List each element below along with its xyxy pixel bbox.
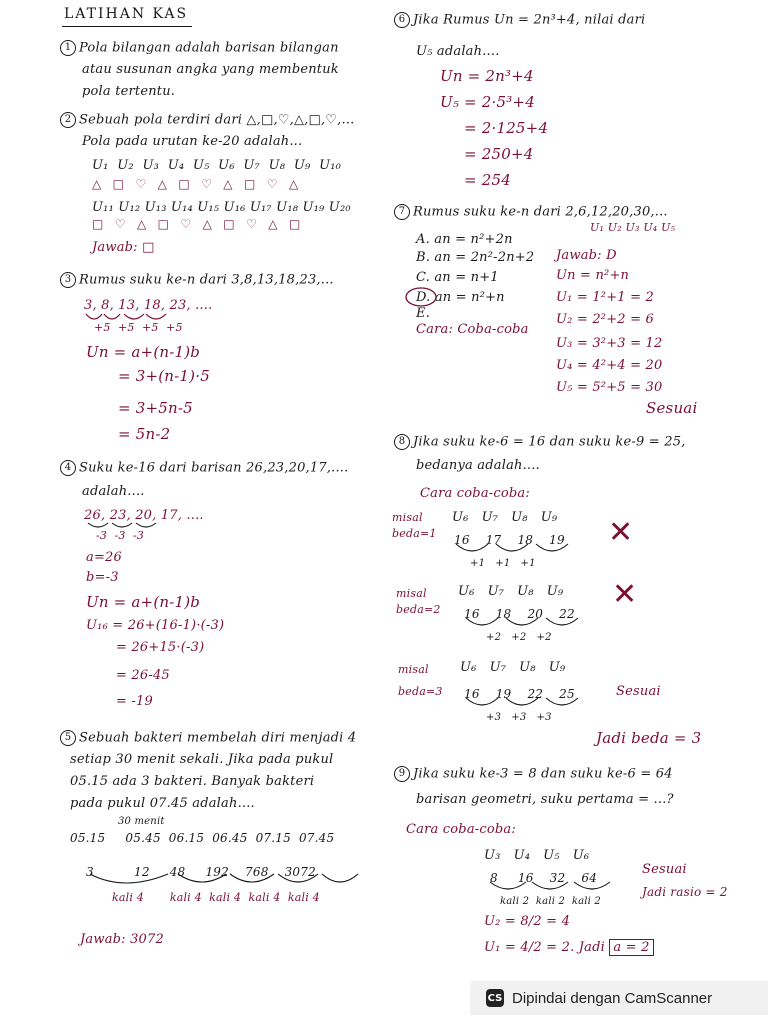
q6-line-2: U₅ adalah.... [416, 44, 500, 59]
q8-t3-label-1: misal [398, 663, 429, 676]
q7-check-5: U₄ = 4²+4 = 20 [556, 358, 663, 373]
q4-work-1: Un = a+(n-1)b [86, 593, 201, 611]
q7-check-2: U₁ = 1²+1 = 2 [556, 290, 654, 305]
q9-work-2: U₁ = 4/2 = 2. Jadi a = 2 [484, 940, 654, 956]
q7-number: 7 [394, 204, 410, 220]
q9-heads: U₃ U₄ U₅ U₆ [484, 848, 590, 863]
q1-line-2: atau susunan angka yang membentuk [82, 62, 339, 77]
q5-line-4: pada pukul 07.45 adalah.... [70, 796, 255, 811]
q2-answer: Jawab: □ [92, 240, 155, 255]
q8-t2-values: 16 18 20 22 [464, 607, 575, 621]
q5-counts: 3 12 48 192 768 3072 [86, 865, 316, 879]
q8-t3-label-2: beda=3 [398, 685, 443, 698]
q3-work-2: = 3+(n-1)·5 [118, 367, 210, 385]
q8-t2-diffs: +2 +2 +2 [486, 632, 552, 643]
q1-line-1: 1 Pola bilangan adalah barisan bilangan [60, 40, 339, 57]
q9-rasio: Jadi rasio = 2 [642, 885, 728, 899]
camscanner-watermark [470, 981, 768, 1015]
q7-answer-circle [404, 286, 438, 308]
title-underline [62, 26, 192, 27]
q5-line-1: 5 Sebuah bakteri membelah diri menjadi 4 [60, 730, 356, 747]
q2-row2-shapes: □ ♡ △ □ ♡ △ □ ♡ △ □ [92, 217, 301, 231]
q9-boxed-answer: a = 2 [609, 939, 653, 956]
q7-check-4: U₃ = 3²+3 = 12 [556, 336, 663, 351]
q3-diff-arcs [84, 312, 184, 324]
q4-a: a=26 [86, 550, 122, 565]
q3-work-3: = 3+5n-5 [118, 399, 193, 417]
q5-times: 05.15 05.45 06.15 06.45 07.15 07.45 [70, 831, 335, 845]
q8-answer: Jadi beda = 3 [596, 729, 702, 747]
q6-number: 6 [394, 12, 410, 28]
camscanner-logo-icon: CS [486, 989, 504, 1007]
q7-option-d: D. an = n²+n [416, 290, 505, 305]
q8-cara: Cara coba-coba: [420, 486, 530, 501]
q6-work-5: = 254 [464, 171, 511, 189]
q4-differences: -3 -3 -3 [96, 529, 145, 542]
q8-t1-label-2: beda=1 [392, 527, 437, 540]
q4-diff-arcs [86, 521, 166, 531]
q8-line-2: bedanya adalah.... [416, 458, 540, 473]
q9-number: 9 [394, 766, 410, 782]
q8-line-1: 8 Jika suku ke-6 = 16 dan suku ke-9 = 25, [394, 434, 686, 451]
q4-number: 4 [60, 460, 76, 476]
q2-row1-labels: U₁ U₂ U₃ U₄ U₅ U₆ U₇ U₈ U₉ U₁₀ [92, 158, 342, 173]
q9-arcs [486, 878, 646, 898]
q8-t1-label-1: misal [392, 511, 423, 524]
q9-cara: Cara coba-coba: [406, 822, 516, 837]
q9-multipliers: kali 2 kali 2 kali 2 [500, 896, 601, 907]
q4-line-1: 4 Suku ke-16 dari barisan 26,23,20,17,.... [60, 460, 348, 477]
q3-number: 3 [60, 272, 76, 288]
q8-t1-arcs [452, 540, 602, 560]
q2-row2-labels: U₁₁ U₁₂ U₁₃ U₁₄ U₁₅ U₁₆ U₁₇ U₁₈ U₁₉ U₂₀ [92, 200, 351, 215]
q4-line-2: adalah.... [82, 484, 145, 499]
q7-jawab: Jawab: D [556, 248, 617, 263]
q5-interval: 30 menit [118, 816, 165, 827]
q8-t2-arcs [462, 614, 612, 634]
q5-multipliers: kali 4 kali 4 kali 4 kali 4 kali 4 [112, 891, 320, 904]
q8-t1-diffs: +1 +1 +1 [470, 558, 536, 569]
q7-sesuai: Sesuai [646, 399, 698, 417]
q8-t1-values: 16 17 18 19 [454, 533, 565, 547]
q4-work-5: = -19 [116, 694, 153, 709]
q8-t2-label-2: beda=2 [396, 603, 441, 616]
q2-row1-shapes: △ □ ♡ △ □ ♡ △ □ ♡ △ [92, 177, 299, 191]
q8-t3-values: 16 19 22 25 [464, 687, 575, 701]
camscanner-label: Dipindai dengan CamScanner [512, 989, 713, 1007]
q8-t2-heads: U₆ U₇ U₈ U₉ [458, 584, 564, 599]
q9-work-1: U₂ = 8/2 = 4 [484, 914, 571, 929]
q4-work-2: U₁₆ = 26+(16-1)·(-3) [86, 618, 225, 633]
q1-number: 1 [60, 40, 76, 56]
q7-option-b: B. an = 2n²-2n+2 [416, 250, 535, 265]
q4-work-4: = 26-45 [116, 668, 170, 683]
q3-differences: +5 +5 +5 +5 [94, 321, 183, 334]
q4-work-3: = 26+15·(-3) [116, 640, 205, 655]
q7-check-3: U₂ = 2²+2 = 6 [556, 312, 654, 327]
q4-sequence: 26, 23, 20, 17, .... [84, 508, 204, 523]
q7-term-labels: U₁ U₂ U₃ U₄ U₅ [590, 221, 676, 234]
q6-work-4: = 250+4 [464, 145, 534, 163]
q7-cara: Cara: Coba-coba [416, 322, 529, 337]
q5-answer: Jawab: 3072 [80, 932, 164, 947]
q5-number: 5 [60, 730, 76, 746]
q8-t1-cross-mark: ✕ [608, 515, 634, 550]
q7-option-a: A. an = n²+2n [416, 232, 513, 247]
q6-work-2: U₅ = 2·5³+4 [440, 93, 535, 111]
q7-check-6: U₅ = 5²+5 = 30 [556, 380, 663, 395]
q8-t1-heads: U₆ U₇ U₈ U₉ [452, 510, 558, 525]
q1-line-3: pola tertentu. [82, 84, 176, 99]
q7-line-1: 7 Rumus suku ke-n dari 2,6,12,20,30,... [394, 204, 668, 221]
q7-option-c: C. an = n+1 [416, 270, 499, 285]
q5-line-2: setiap 30 menit sekali. Jika pada pukul [70, 752, 334, 767]
q3-work-4: = 5n-2 [118, 425, 171, 443]
q8-number: 8 [394, 434, 410, 450]
q8-t3-arcs [462, 694, 612, 714]
q2-line-2: Pola pada urutan ke-20 adalah... [82, 134, 303, 149]
q3-line-1: 3 Rumus suku ke-n dari 3,8,13,18,23,... [60, 272, 334, 289]
q9-values: 8 16 32 64 [490, 871, 598, 885]
q3-sequence: 3, 8, 13, 18, 23, .... [84, 298, 213, 313]
q6-work-1: Un = 2n³+4 [440, 67, 534, 85]
q6-line-1: 6 Jika Rumus Un = 2n³+4, nilai dari [394, 12, 645, 29]
page-title: LATIHAN KAS [64, 6, 189, 22]
q6-work-3: = 2·125+4 [464, 119, 549, 137]
q8-t2-label-1: misal [396, 587, 427, 600]
q2-number: 2 [60, 112, 76, 128]
q3-work-1: Un = a+(n-1)b [86, 343, 201, 361]
q8-t3-sesuai: Sesuai [616, 684, 661, 699]
q8-t3-heads: U₆ U₇ U₈ U₉ [460, 660, 566, 675]
q4-b: b=-3 [86, 570, 119, 585]
q5-multiplier-arcs [84, 848, 364, 892]
q2-line-1: 2 Sebuah pola terdiri dari △,□,♡,△,□,♡,... [60, 112, 355, 129]
q5-line-3: 05.15 ada 3 bakteri. Banyak bakteri [70, 774, 315, 789]
q7-check-1: Un = n²+n [556, 268, 630, 283]
q8-t2-cross-mark: ✕ [612, 577, 638, 612]
q9-line-2: barisan geometri, suku pertama = ...? [416, 792, 674, 807]
q7-option-e: E. [416, 306, 431, 321]
q9-line-1: 9 Jika suku ke-3 = 8 dan suku ke-6 = 64 [394, 766, 673, 783]
q8-t3-diffs: +3 +3 +3 [486, 712, 552, 723]
q9-sesuai: Sesuai [642, 862, 687, 877]
